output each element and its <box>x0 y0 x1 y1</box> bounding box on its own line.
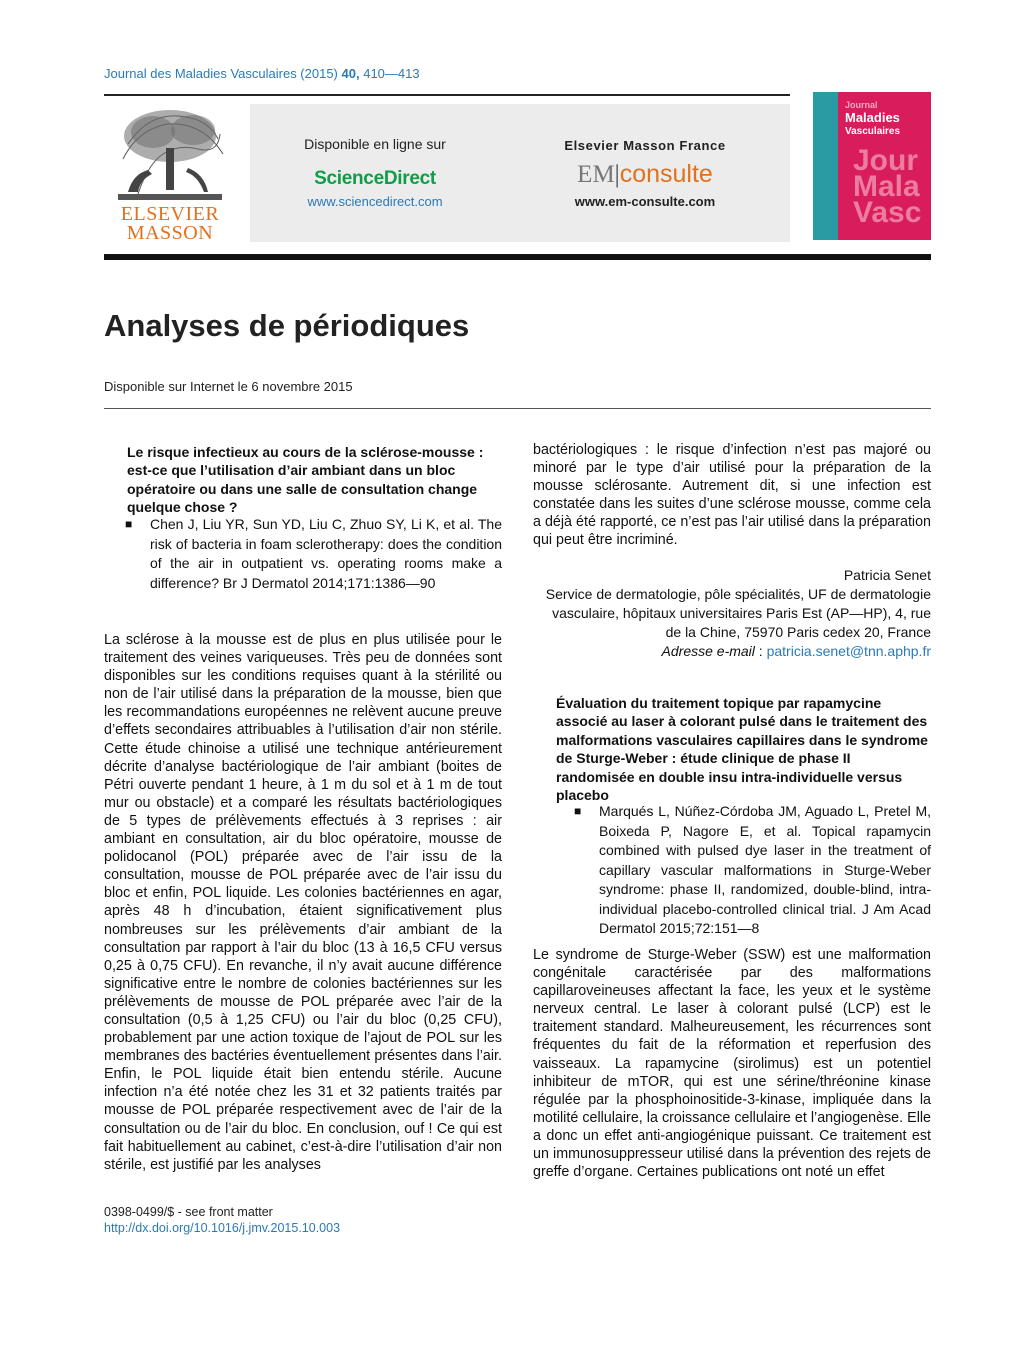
journal-volume: 40, <box>341 66 360 81</box>
email-separator: : <box>754 643 767 659</box>
em-consulte-link[interactable]: www.em-consulte.com <box>574 194 716 209</box>
header-rule <box>104 94 790 96</box>
em-consulte-consulte: consulte <box>619 160 713 188</box>
sciencedirect-link[interactable]: www.sciencedirect.com <box>307 194 443 209</box>
cover-title <box>845 112 900 138</box>
availability-banner <box>250 104 790 242</box>
article2-reference-body: Marqués L, Núñez-Córdoba JM, Aguado L, Pretel M, Boixeda P, Nagore E, et al. Topical rapamycin combined with pulsed dye laser in the treatment of capillary vascular malformations in Sturge-Weber syndrome: phase II, randomized, double-blind, intra-individual placebo-controlled clinical trial. J Am Acad Dermatol 2015;72:151—8 <box>599 803 931 936</box>
elsevier-wordmark: ELSEVIER <box>120 203 220 225</box>
article1-title <box>104 443 502 517</box>
doi-link[interactable]: http://dx.doi.org/10.1016/j.jmv.2015.10.003 <box>104 1221 341 1235</box>
author-email-link[interactable]: patricia.senet@tnn.aphp.fr <box>766 643 931 659</box>
article1-email-line <box>533 642 931 661</box>
cover-side-strip <box>813 92 838 240</box>
article2-reference-text <box>574 802 931 939</box>
journal-citation[interactable] <box>104 66 420 81</box>
elsevier-masson-france-label: Elsevier Masson France <box>564 138 726 153</box>
email-label: Adresse e-mail <box>661 643 755 659</box>
online-date: Disponible sur Internet le 6 novembre 2015 <box>104 379 353 394</box>
issn-line: 0398-0499/$ - see front matter <box>104 1205 273 1219</box>
cover-title-line1: Maladies <box>845 110 900 125</box>
em-consulte-logo: EM|consulte <box>577 160 713 188</box>
article1-author: Patricia Senet <box>843 567 931 583</box>
elsevier-tree-icon <box>108 104 232 204</box>
cover-title-line2: Vasculaires <box>845 126 901 137</box>
bullet-square-icon: ■ <box>125 517 133 531</box>
elsevier-logo <box>108 104 232 244</box>
journal-pages: 410—413 <box>363 66 420 81</box>
page-title: Analyses de périodiques <box>104 308 470 343</box>
article2-title <box>533 694 931 804</box>
em-consulte-em: EM <box>577 161 615 188</box>
available-online-label: Disponible en ligne sur <box>304 136 446 152</box>
article1-body: La sclérose à la mousse est de plus en plus utilisée pour le traitement des veines variqueuses. Très peu de données sont disponibles sur les conditions requises quant à la stérilité ou non de l’air utilisé dans la préparation de la mousse, bien que les recommandations européennes ne relèvent aucune preuve d’effets secondaires attribuables à l’utilisation d’air non stérile. Cette étude chinoise a utilisé une technique antérieurement décrite d’analyse bactériologique de l’air ambiant (boites de Pétri ouverte pendant 1 heure, à 1 m du sol et à 1 m de tout mur ou obstacle) et a comparé les résultats bactériologiques de 5 types de prélèvements effectués à 3 reprises : air ambiant en consultation, air du bloc opératoire, mousse de polidocanol (POL) préparée avec de l’air issu de la consultation, mousse de POL préparée avec de l’air issu du bloc et enfin, POL liquide. Les colonies bactériennes en agar, après 48 h d’incubation, étaient significativement plus nombreuses sur les prélèvements d’air ambiant de la consultation par rapport à l’air du bloc (13 à 16,5 CFU versus 0,25 à 0,75 CFU). En revanche, il n’y avait aucune différence significative entre le nombre de colonies bactériennes sur les prélèvements de mousse de POL préparée avec l’air de la consultation (0,5 à 1,25 CFU) ou l’air du bloc (0,25 CFU), probablement par une action toxique de l’ajout de POL sur les membranes des bactéries éventuellement présentes dans l’air. Enfin, le POL liquide était bien entendu stérile. Aucune infection n’a été notée chez les 31 et 32 patients traités par mousse de POL préparée respectivement avec de l’air de la consultation ou de l’air du bloc. En conclusion, ouf ! Ce qui est fait habituellement au cabinet, c’est-à-dire l’utilisation d’air non stérile, est justifié par les analyses <box>104 632 502 1173</box>
journal-name: Journal des Maladies Vasculaires (2015) <box>104 66 338 81</box>
article1-body-continued: bactériologiques : le risque d’infection n’est pas majoré ou minoré par le type d’air utilisé pour la préparation de la mousse sclérosante. Autrement dit, si une infection est constatée dans les suites d’une sclérose mousse, comme cela a déjà été rapporté, ce n’est pas l’air utilisé dans la préparation qui peut être incriminé. <box>533 442 931 549</box>
article1-reference-text <box>125 515 502 593</box>
article1-reference-body: Chen J, Liu YR, Sun YD, Liu C, Zhuo SY, Li K, et al. The risk of bacteria in foam sclerotherapy: does the condition of the air in outpatient vs. operating rooms make a difference? Br J Dermatol 2014;171:1386—90 <box>150 516 502 591</box>
article2-title-text: Évaluation du traitement topique par rapamycine associé au laser à colorant pulsé dans le traitement des malformations vasculaires capillaires dans le syndrome de Sturge-Weber : étude clinique de phase II randomisée en double insu intra-individuelle versus placebo <box>556 695 928 804</box>
journal-cover-image <box>813 92 931 240</box>
masthead-rule <box>104 254 931 260</box>
masson-wordmark: MASSON <box>126 222 214 244</box>
article1-title-text: Le risque infectieux au cours de la sclérose-mousse : est-ce que l’utilisation d’air ambiant dans un bloc opératoire ou dans une salle de consultation change quelque chose ? <box>127 444 484 516</box>
article2-body: Le syndrome de Sturge-Weber (SSW) est une malformation congénitale caractérisée par des malformations capillaroveineuses affectant la face, les yeux et le système nerveux central. Le laser à colorant pulsé (LCP) est le traitement standard. Malheureusement, les récurrences sont fréquentes du fait de la réformation et reperfusion des vaisseaux. La rapamycine (sirolimus) est un potentiel inhibiteur de mTOR, qui est une sérine/thréonine kinase régulée par la phosphoinositide-3-kinase, impliquée dans la motilité cellulaire, la croissance cellulaire et l’angiogenèse. Elle a donc un effet anti-angiogénique puissant. Ce traitement est un immunosuppresseur utilisé dans la prévention des rejets de greffe d’organe. Certaines publications ont noté un effet <box>533 947 931 1181</box>
article1-affiliation: Service de dermatologie, pôle spécialités, UF de dermatologie vasculaire, hôpitaux universitaires Paris Est (AP—HP), 4, rue de la Chine, 75970 Paris cedex 20, France <box>545 586 931 640</box>
cover-journal-label: Journal <box>845 100 878 110</box>
article2-reference <box>533 802 931 939</box>
title-rule <box>104 408 931 409</box>
article1-reference <box>104 515 502 593</box>
bullet-square-icon: ■ <box>574 804 582 818</box>
cover-watermark: Jour Mala Vasc <box>853 144 922 229</box>
sciencedirect-logo: ScienceDirect <box>314 168 436 189</box>
